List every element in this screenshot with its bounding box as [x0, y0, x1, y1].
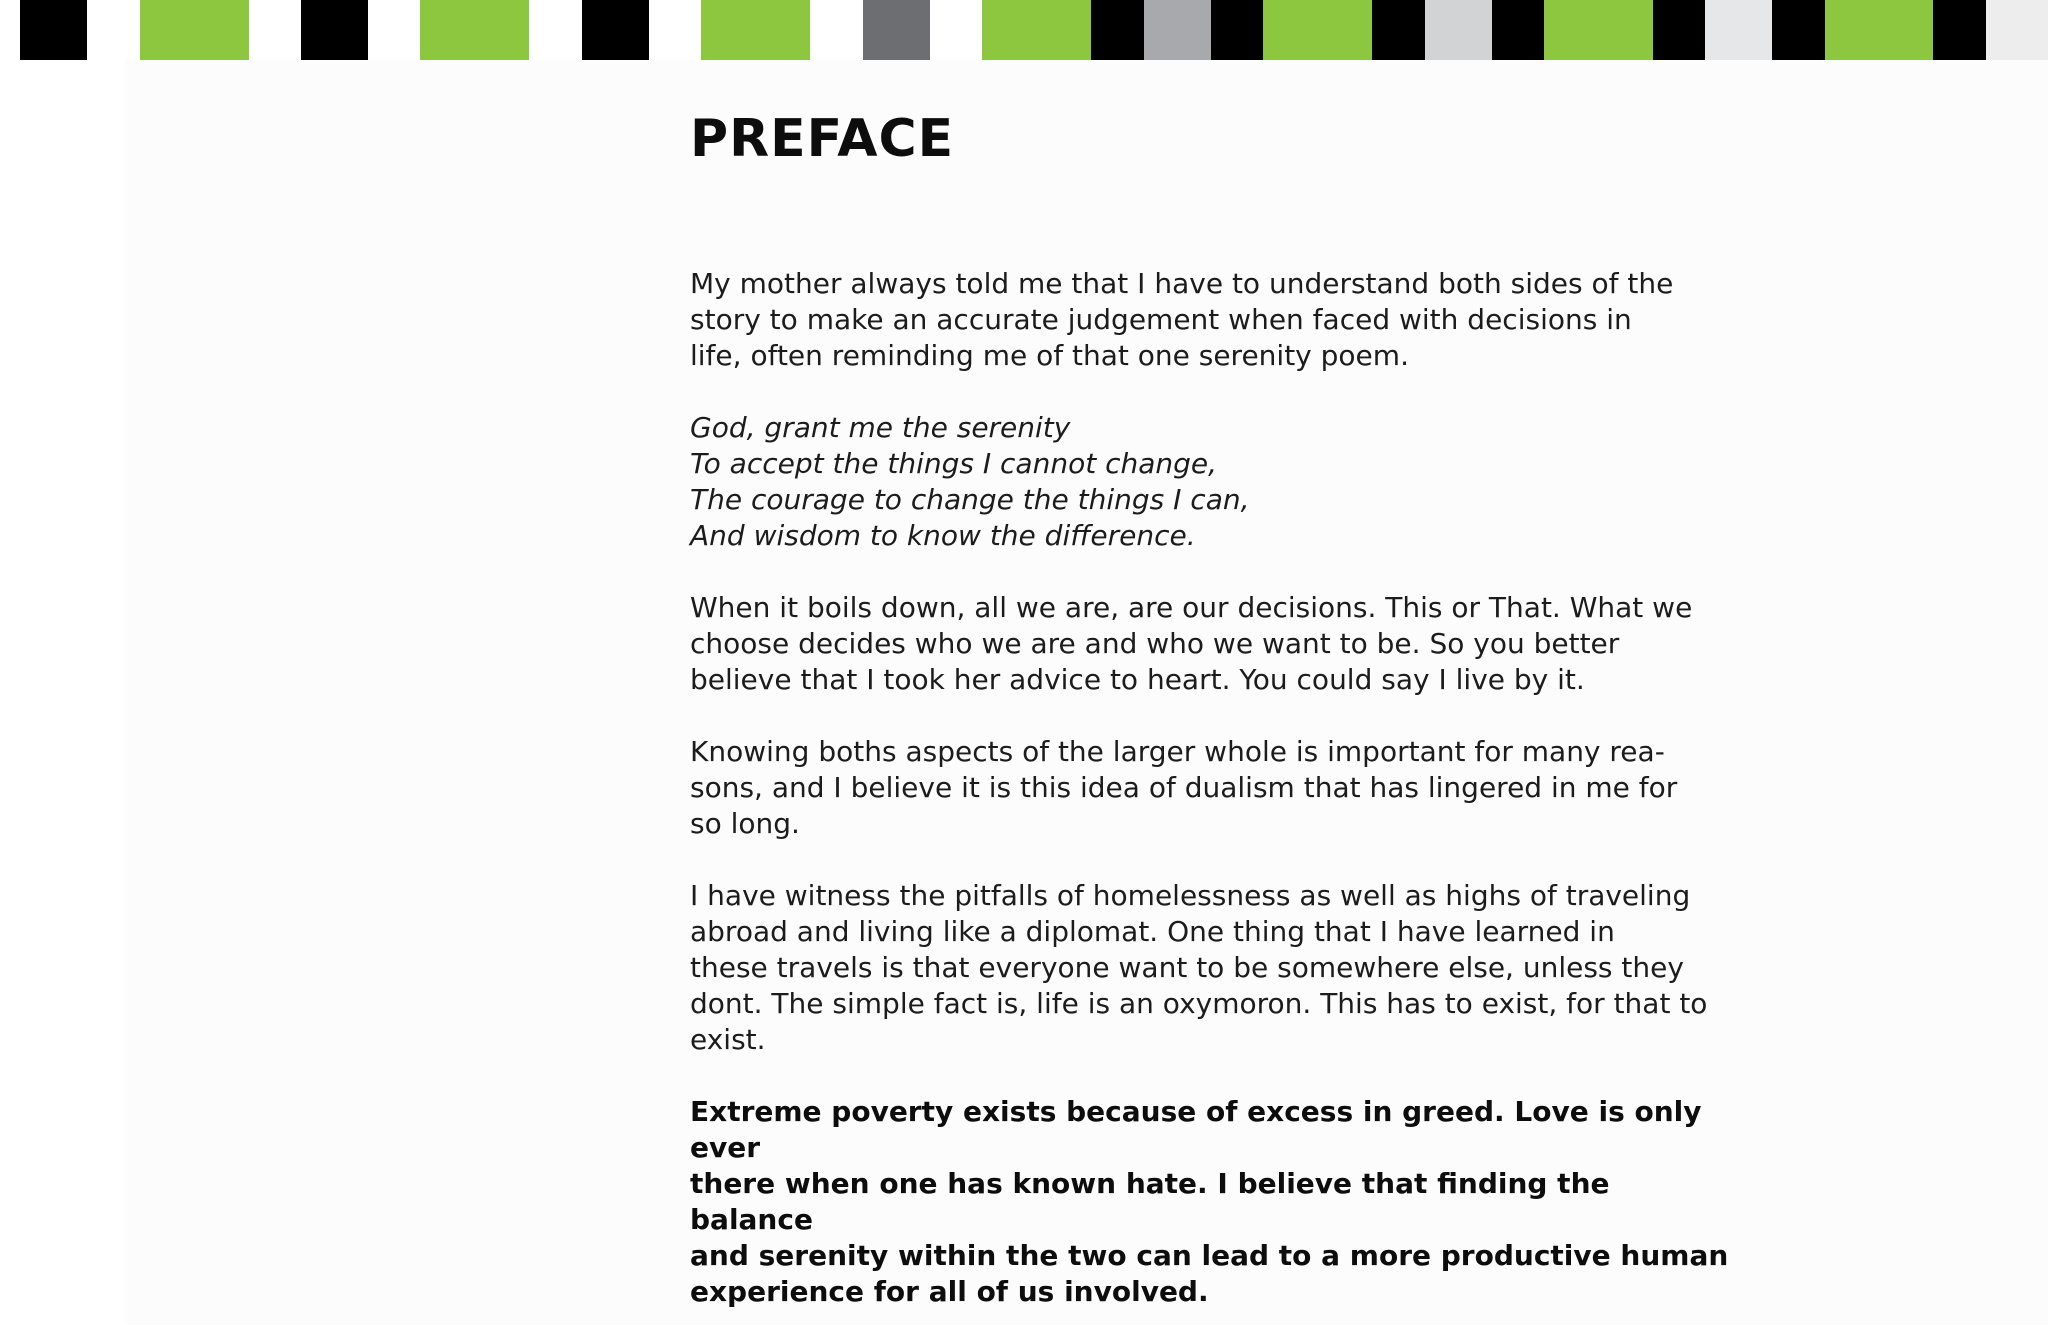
stripe-segment — [301, 0, 368, 60]
poem-line: The courage to change the things I can, — [690, 483, 1250, 516]
poem-line: And wisdom to know the difference. — [690, 519, 1196, 552]
stripe-segment — [140, 0, 249, 60]
stripe-segment — [1144, 0, 1211, 60]
stripe-segment — [1772, 0, 1825, 60]
stripe-segment — [420, 0, 529, 60]
paragraph-decisions: When it boils down, all we are, are our decisions. This or That. What we choose decides who we are and who we want to be. So you better believe that I took her advice to heart. You could say I live by it. — [690, 591, 1693, 696]
stripe-segment — [982, 0, 1091, 60]
stripe-segment — [863, 0, 930, 60]
serenity-poem — [690, 410, 1730, 554]
preface-content — [690, 98, 1730, 1308]
stripe-segment — [20, 0, 87, 60]
stripe-segment — [1091, 0, 1144, 60]
stripe-segment — [582, 0, 649, 60]
page-title: PREFACE — [690, 109, 955, 169]
stripe-segment — [1492, 0, 1544, 60]
stripe-segment — [1263, 0, 1372, 60]
poem-line: To accept the things I cannot change, — [690, 447, 1218, 480]
stripe-segment — [1825, 0, 1933, 60]
stripe-segment — [701, 0, 810, 60]
stripe-segment — [1211, 0, 1263, 60]
paragraph-conclusion: Extreme poverty exists because of excess in greed. Love is only ever there when one has known hate. I believe that finding the balance and serenity within the two can lead to a more productive human experience for all of us involved. — [690, 1095, 1729, 1308]
stripe-segment — [1986, 0, 2048, 60]
paragraph-mother-advice: My mother always told me that I have to understand both sides of the story to make an accurate judgement when faced with decisions in life, often reminding me of that one serenity poem. — [690, 267, 1674, 372]
stripe-segment — [1705, 0, 1772, 60]
stripe-segment — [1653, 0, 1705, 60]
paragraph-travels: I have witness the pitfalls of homelessness as well as highs of traveling abroad and living like a diplomat. One thing that I have learned in these travels is that everyone want to be somewhere else, unless they dont. The simple fact is, life is an oxymoron. This has to exist, for that to exist. — [690, 879, 1708, 1056]
decorative-stripe-bar — [0, 0, 2048, 60]
paragraph-dualism: Knowing boths aspects of the larger whole is important for many rea- sons, and I believe it is this idea of dualism that has lingered in me for so long. — [690, 735, 1678, 840]
poem-line: God, grant me the serenity — [690, 411, 1071, 444]
stripe-segment — [1544, 0, 1653, 60]
stripe-segment — [1933, 0, 1986, 60]
stripe-segment — [1372, 0, 1425, 60]
stripe-segment — [1425, 0, 1492, 60]
preface-body — [690, 266, 1730, 1310]
